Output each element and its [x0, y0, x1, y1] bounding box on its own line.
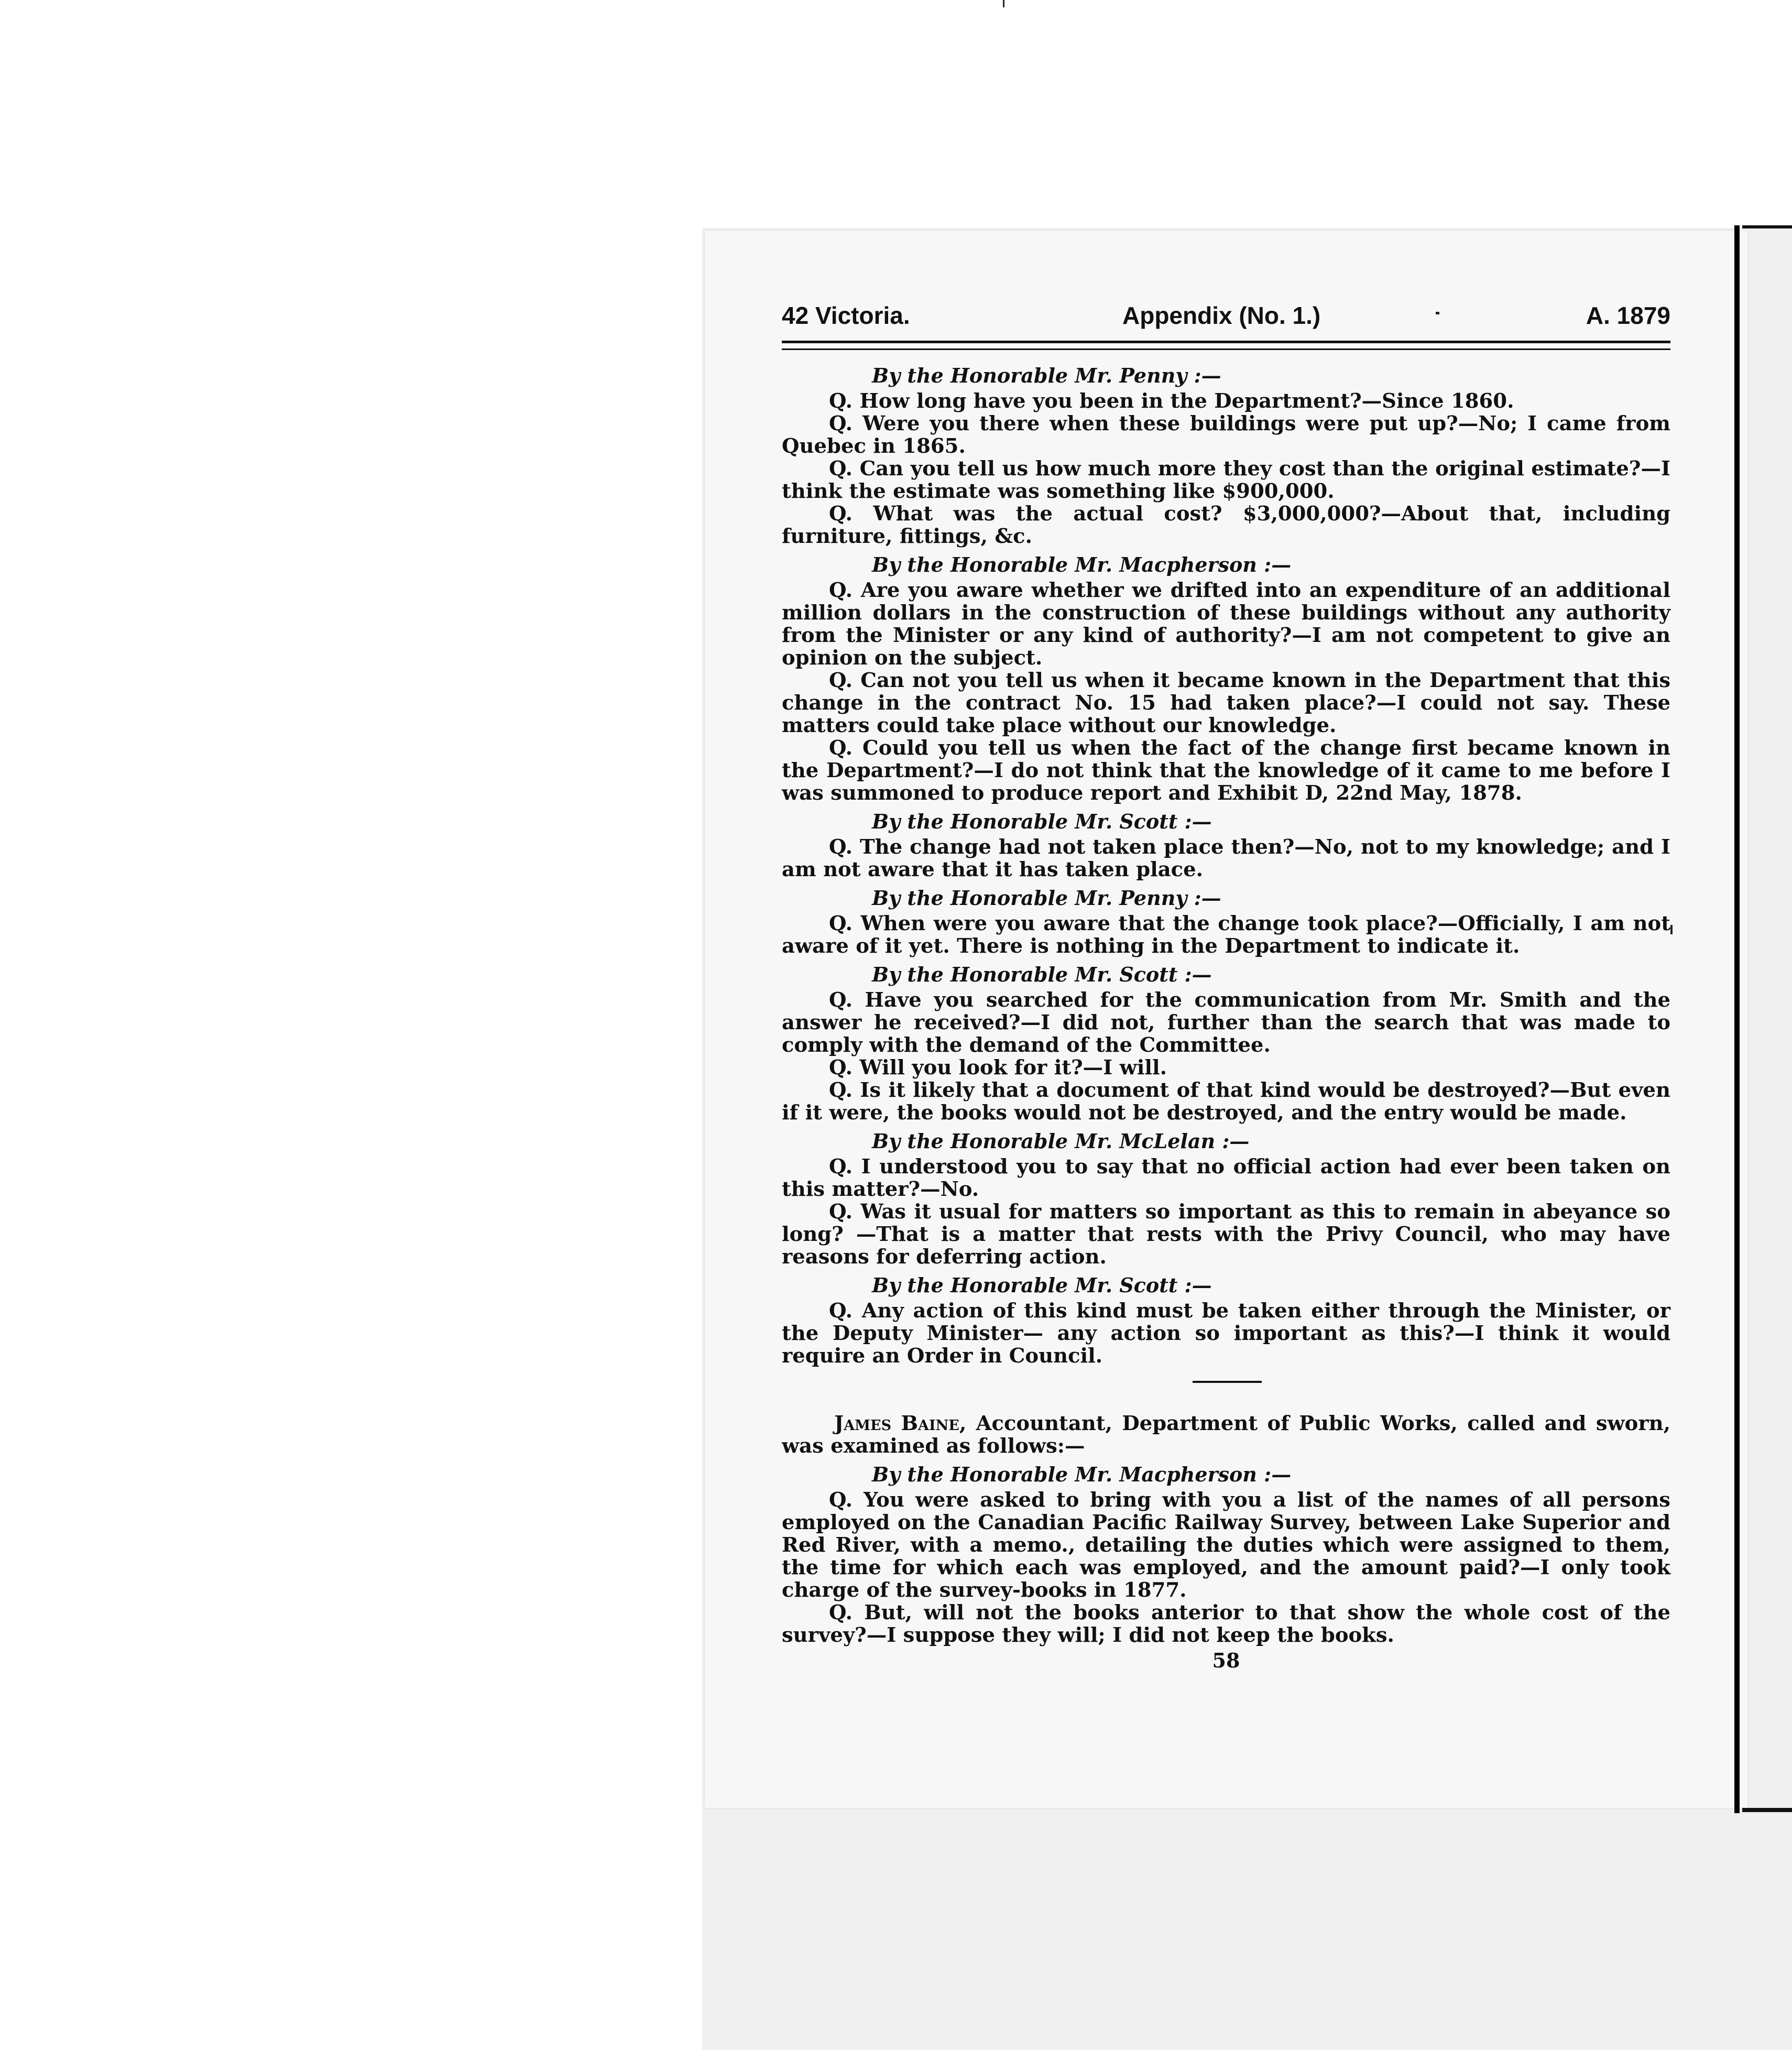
- qa-paragraph: Q. Will you look for it?—I will.: [829, 1056, 1167, 1079]
- witness-name: James Baine: [834, 1412, 959, 1435]
- testimony-section-1: [782, 364, 1670, 1367]
- page-content: [782, 293, 1670, 1672]
- qa-paragraph: Q. You were asked to bring with you a list of the names of all persons employed on the Canadian Pacific Railway Survey, between Lake Superior and Red River, with a memo., detailing the duties which were assigned to them, the time for which each was employed, and the amount paid?—I only took charge of the survey-books in 1877.: [782, 1488, 1670, 1602]
- speaker-heading: By the Honorable Mr. Scott :—: [872, 1273, 1212, 1297]
- header-year: A. 1879: [1586, 302, 1670, 329]
- witness-description: , Accountant, Department of Public Works, called and sworn, was examined as follows:—: [782, 1412, 1670, 1458]
- speaker-heading: By the Honorable Mr. Penny :—: [872, 364, 1221, 387]
- header-appendix: Appendix (No. 1.): [1122, 302, 1321, 329]
- qa-paragraph: Q. Can not you tell us when it became known in the Department that this change in the contract No. 15 had taken place?—I could not say. These matters could take place without our knowledge.: [782, 669, 1670, 737]
- speaker-heading: By the Honorable Mr. Scott :—: [872, 963, 1212, 986]
- binding-rule: [1734, 225, 1740, 1813]
- qa-paragraph: Q. What was the actual cost? $3,000,000?—About that, including furniture, fittings, &c.: [782, 502, 1670, 548]
- qa-paragraph: Q. I understood you to say that no official action had ever been taken on this matter?—No.: [782, 1155, 1670, 1201]
- running-header: [782, 293, 1670, 335]
- page-number: 58: [1212, 1649, 1240, 1672]
- speaker-heading: By the Honorable Mr. Macpherson :—: [872, 1463, 1292, 1486]
- section-separator: [1193, 1381, 1262, 1383]
- header-session: 42 Victoria.: [782, 302, 910, 329]
- qa-paragraph: Q. Any action of this kind must be taken either through the Minister, or the Deputy Minister— any action so important as this?—I think it would require an Order in Council.: [782, 1299, 1670, 1368]
- page-edge-top: [1742, 225, 1792, 228]
- witness-intro: [782, 1412, 1670, 1457]
- header-rule: [782, 341, 1670, 350]
- scan-speck: [1670, 925, 1673, 934]
- qa-paragraph: Q. Can you tell us how much more they cost than the original estimate?—I think the estimate was something like $900,000.: [782, 457, 1670, 503]
- qa-paragraph: Q. When were you aware that the change took place?—Officially, I am not aware of it yet. There is nothing in the Department to indicate it.: [782, 912, 1670, 958]
- qa-paragraph: Q. Are you aware whether we drifted into an expenditure of an additional million dollars in the construction of these buildings without any authority from the Minister or any kind of authority?—I am not competent to give an opinion on the subject.: [782, 579, 1670, 670]
- testimony-section-2: [782, 1463, 1670, 1646]
- qa-paragraph: Q. But, will not the books anterior to that show the whole cost of the survey?—I suppose they will; I did not keep the books.: [782, 1601, 1670, 1647]
- scan-speck: [1003, 0, 1004, 7]
- qa-paragraph: Q. Is it likely that a document of that kind would be destroyed?—But even if it were, the books would not be destroyed, and the entry would be made.: [782, 1078, 1670, 1125]
- speaker-heading: By the Honorable Mr. Penny :—: [872, 886, 1221, 910]
- qa-paragraph: Q. How long have you been in the Department?—Since 1860.: [829, 389, 1514, 413]
- qa-paragraph: Q. Could you tell us when the fact of the change first became known in the Department?—I do not think that the knowledge of it came to me before I was summoned to produce report and Exhibit D, 22nd May, 1878.: [782, 736, 1670, 805]
- qa-paragraph: Q. Have you searched for the communication from Mr. Smith and the answer he received?—I did not, further than the search that was made to comply with the demand of the Committee.: [782, 988, 1670, 1057]
- qa-paragraph: Q. The change had not taken place then?—No, not to my knowledge; and I am not aware that it has taken place.: [782, 835, 1670, 881]
- qa-paragraph: Q. Was it usual for matters so important as this to remain in abeyance so long? —That is a matter that rests with the Privy Council, who may have reasons for deferring action.: [782, 1200, 1670, 1269]
- page-edge-bottom: [1742, 1808, 1792, 1812]
- qa-paragraph: Q. Were you there when these buildings were put up?—No; I came from Quebec in 1865.: [782, 412, 1670, 458]
- speaker-heading: By the Honorable Mr. Scott :—: [872, 810, 1212, 833]
- speaker-heading: By the Honorable Mr. Macpherson :—: [872, 553, 1292, 576]
- speaker-heading: By the Honorable Mr. McLelan :—: [872, 1129, 1250, 1153]
